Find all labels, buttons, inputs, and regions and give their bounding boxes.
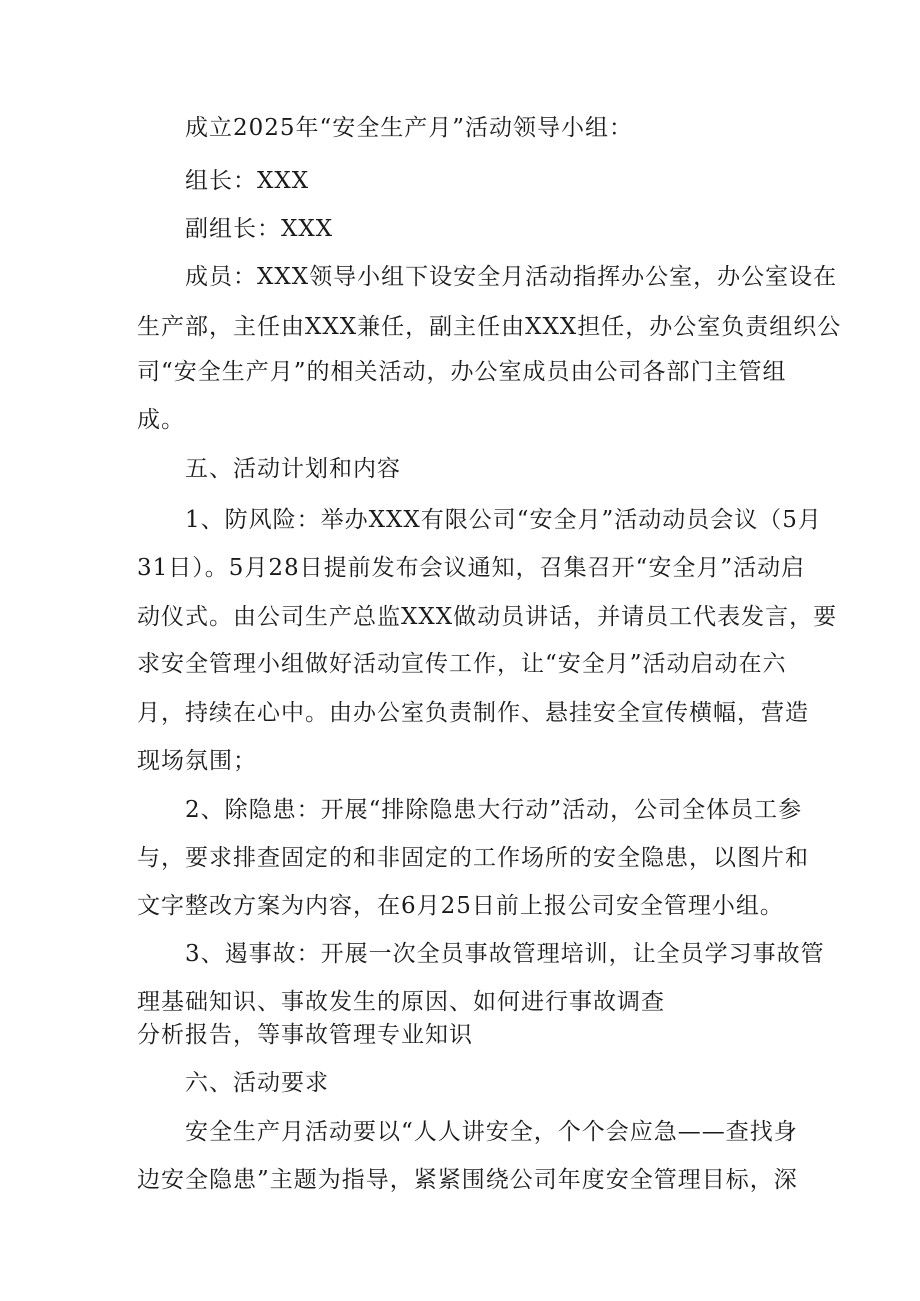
text-line-accident: 3、遏事故：开展一次全员事故管理培训，让全员学习事故管 (185, 941, 825, 967)
text-line-requirements-2: 边安全隐患”主题为指导，紧紧围绕公司年度安全管理目标，深 (137, 1167, 798, 1193)
text-line-risk-6: 现场氛围； (137, 748, 257, 774)
section-heading-requirements: 六、活动要求 (185, 1070, 329, 1096)
text-line-members-4: 成。 (137, 407, 185, 433)
text-line-members: 成员：XXX领导小组下设安全月活动指挥办公室，办公室设在 (185, 264, 838, 290)
text-line-hazard: 2、除隐患：开展“排除隐患大行动”活动，公司全体员工参 (185, 797, 803, 823)
text-line-group-leader: 组长：XXX (185, 168, 310, 194)
text-line-risk-2: 31日）。5月28日提前发布会议通知，召集召开“安全月”活动启 (137, 555, 806, 581)
text-line-accident-3: 分析报告，等事故管理专业知识 (137, 1022, 473, 1048)
text-line-accident-2: 理基础知识、事故发生的原因、如何进行事故调查 (137, 989, 665, 1015)
text-line-risk-3: 动仪式。由公司生产总监XXX做动员讲话，并请员工代表发言，要 (137, 604, 838, 630)
text-line-deputy-leader: 副组长：XXX (185, 216, 334, 242)
text-line-risk-4: 求安全管理小组做好活动宣传工作，让“安全月”活动启动在六 (137, 651, 787, 677)
text-line-leader-group: 成立2025年“安全生产月”活动领导小组： (185, 115, 634, 141)
text-line-hazard-2: 与，要求排查固定的和非固定的工作场所的安全隐患，以图片和 (137, 845, 809, 871)
section-heading-plan: 五、活动计划和内容 (185, 456, 401, 482)
text-line-risk-5: 月，持续在心中。由办公室负责制作、悬挂安全宣传横幅，营造 (137, 700, 809, 726)
text-line-members-2: 生产部，主任由XXX兼任，副主任由XXX担任，办公室负责组织公 (137, 314, 842, 340)
text-line-members-3: 司“安全生产月”的相关活动，办公室成员由公司各部门主管组 (137, 359, 787, 385)
text-line-requirements: 安全生产月活动要以“人人讲安全，个个会应急——查找身 (185, 1119, 798, 1145)
text-line-risk: 1、防风险：举办XXX有限公司“安全月”活动动员会议（5月 (185, 507, 822, 533)
text-line-hazard-3: 文字整改方案为内容，在6月25日前上报公司安全管理小组。 (137, 893, 784, 919)
